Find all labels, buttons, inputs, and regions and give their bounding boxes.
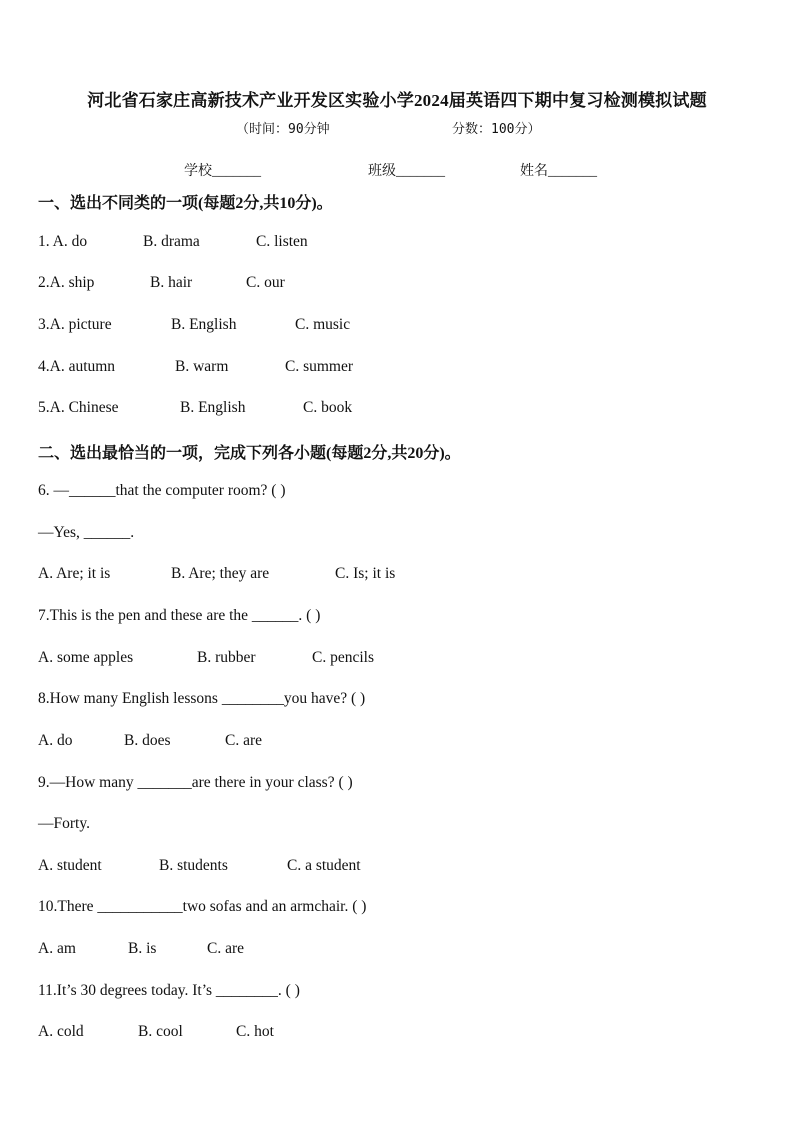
exam-score: 分数：100分）	[452, 122, 541, 137]
q5-option-a: 5.A. Chinese	[38, 399, 119, 416]
q10-stem: 10.There ___________two sofas and an armchair. ( )	[38, 898, 367, 915]
q11-option-a: A. cold	[38, 1023, 84, 1040]
q9-option-b: B. students	[159, 857, 228, 874]
q8-stem: 8.How many English lessons ________you have? ( )	[38, 690, 366, 707]
q6-stem: 6. —______that the computer room? ( )	[38, 482, 286, 499]
q7-stem: 7.This is the pen and these are the ______. ( )	[38, 607, 321, 624]
exam-title: 河北省石家庄高新技术产业开发区实验小学2024届英语四下期中复习检测模拟试题	[87, 91, 707, 110]
q9-stem: 9.—How many _______are there in your class? ( )	[38, 774, 353, 791]
exam-time: （时间：90分钟	[236, 122, 330, 137]
q1-option-b: B. drama	[143, 233, 200, 250]
q11-stem: 11.It’s 30 degrees today. It’s ________. ( )	[38, 982, 300, 999]
q4-option-c: C. summer	[285, 358, 354, 375]
section2-heading: 二、选出最恰当的一项，完成下列各小题(每题2分,共20分)。	[38, 445, 461, 462]
q3-option-a: 3.A. picture	[38, 316, 112, 333]
q8-option-a: A. do	[38, 732, 73, 749]
q1-option-a: 1. A. do	[38, 233, 88, 250]
school-field: 学校_______	[184, 164, 261, 179]
class-field: 班级_______	[368, 164, 445, 179]
q9-option-c: C. a student	[287, 857, 361, 874]
q10-option-a: A. am	[38, 940, 76, 957]
q6-answer-line: —Yes, ______.	[38, 524, 135, 541]
q9-answer-line: —Forty.	[38, 815, 90, 832]
q5-option-c: C. book	[303, 399, 353, 416]
q10-option-c: C. are	[207, 940, 245, 957]
name-field: 姓名_______	[520, 164, 597, 179]
q9-option-a: A. student	[38, 857, 102, 874]
q2-option-c: C. our	[246, 274, 285, 291]
q1-option-c: C. listen	[256, 233, 308, 250]
q6-option-a: A. Are; it is	[38, 565, 111, 582]
q11-option-c: C. hot	[236, 1023, 274, 1040]
q4-option-b: B. warm	[175, 358, 229, 375]
q2-option-a: 2.A. ship	[38, 274, 95, 291]
q7-option-b: B. rubber	[197, 649, 256, 666]
q3-option-b: B. English	[171, 316, 237, 333]
q4-option-a: 4.A. autumn	[38, 358, 116, 375]
q2-option-b: B. hair	[150, 274, 193, 291]
q8-option-c: C. are	[225, 732, 263, 749]
section1-heading: 一、选出不同类的一项(每题2分,共10分)。	[38, 195, 333, 212]
q6-option-b: B. Are; they are	[171, 565, 270, 582]
q11-option-b: B. cool	[138, 1023, 183, 1040]
q6-option-c: C. Is; it is	[335, 565, 396, 582]
q5-option-b: B. English	[180, 399, 246, 416]
q7-option-c: C. pencils	[312, 649, 374, 666]
q10-option-b: B. is	[128, 940, 157, 957]
q7-option-a: A. some apples	[38, 649, 134, 666]
q3-option-c: C. music	[295, 316, 351, 333]
q8-option-b: B. does	[124, 732, 171, 749]
